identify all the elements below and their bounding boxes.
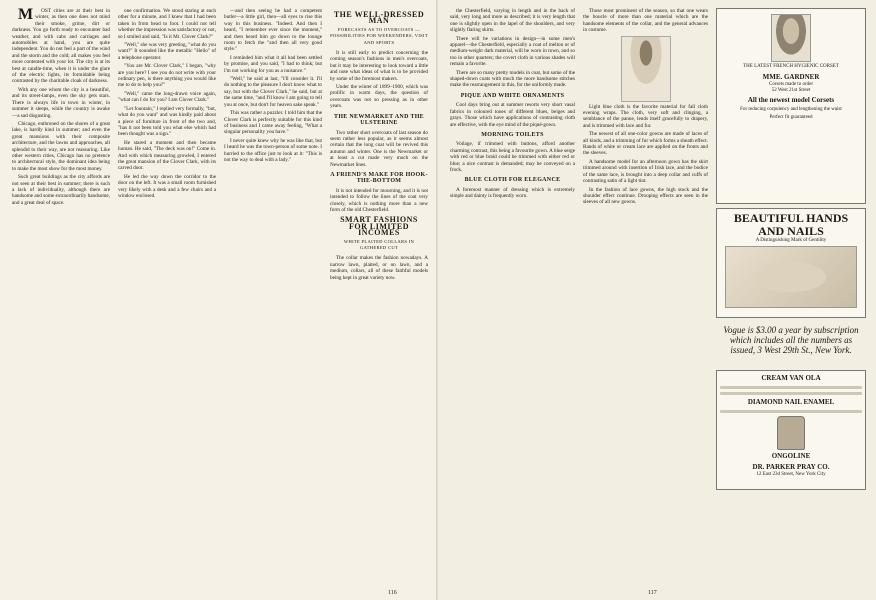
left-column-4: THE WELL-DRESSED MAN FORECASTS AS TO OVERCOATS — POSSIBILITIES FOR WEEKENDERS, VISIT AND SPORTS It is still early to predict concerning the coming season's fashions in men's overcoats, but it may be interesting to look toward a little and note what ideas of what is to be provided by some of the foremost makers. Under the winter of 1899–1900, which was prolific in warm days, the question of overcoats was not so pressing as in other years. THE NEWMARKET AND THE ULSTERINE Two rather short overcoats of last season do seem rather less popular, as it seems almost certain that the long coat will be revived this autumn and winter. One is the Newmarket or at least a cut made very much on the Newmarket lines. A FRIEND'S MAKE FOR HOOK-THE-BOTTOM It is not intended for mourning, and it is not intended to follow the lines of the coat very closely, which is nothing more than a new form of the old Chesterfield. SMART FASHIONS FOR LIMITED INCOMES WHITE PLAITED COLLARS IN GATHERED CUT The collar makes the fashion nowadays. A narrow lawn, plaited, or on lawn, and a medium, collars, all of these faithful models being kept in great variety now.	[330, 10, 428, 281]
right-column-2: Those most prominent of the season, so that one wears the boucle of more than one material which are the handsome elements of the collar, and the general advances in costume. Light blue cloth is the favorite material for fall cloth evening wraps. The cloth, very soft and clinging, a semblance of the panne, lends itself gracefully to drapery, and is trimmed with lace and fur. The newest of all one-color gowns are made of laces of all kinds, and a trimming of fur which forms a sheath effect. Bands of white or cream lace are applied on the fronts and the sleeves. A handsome model for an afternoon gown has the skirt trimmed around with insertion of Irish lace, and the bodice of the same lace, is brought into a deep collar and cuffs of contrasting satin of a light tint. In the fashion of lace gowns, the high stock and the shoulder effect continue. Drooping effects are seen in the sleeves of all new gowns.	[583, 8, 708, 206]
cream-van-ola-advertisement	[716, 370, 866, 490]
ad-nail-enamel: DIAMOND NAIL ENAMEL	[747, 398, 835, 406]
ad-corset-fit: Perfect fit guaranteed	[769, 115, 813, 120]
left-column-3: —and then seeing he had a competent butler—a little girl, then—all eyes to rise this way in this business. "Indeed. And then I heard, "I remember ever since the moment," and then heard him go down to the lounge room to fetch the "and then all very good style." I reminded him what it all had been settled by promise, and you said, "I had to think; but I'm not working for you as a nuisance." "Well," he said at last, "I'll consider it. I'll do nothing to the pleasure I don't know what to say, but with the Clover Clark," he said, but at the same time, "and I'll know I am going to tell you at once, but don't for heaven sake speak." This was rather a puzzler. I told him that the Clover Clark is perfectly suitable for this kind of business and I came away feeling, "What a singular personality you have." I never quite knew why he was like that, but I heard he was the town-person of some note. I hurried to the office just to look at it: "This is not the way to deal with a lady."	[224, 8, 322, 163]
left-column-1: M OST cities are at their best in winter, as then one does not mind their smoke, grime, dirt or darkness. You go forth ready to encounter bad weather, and with cabs and carriages and automobiles at hand, you are quite independent. You do not feel a part of the wind and the storm and the cold; all makes you feel more contented with your lot. The city is at its best at candle-time, when it is under the glare of the electric lights, its formidable being contrasted by the charitable cloak of darkness. With any one whom the city is a beautiful, and its street-lamps, even the sky gets stars. There is always life in town in winter, in summer it sleeps, while the country is awake—a sad disgusting. Chicago, enthroned on the shores of a great lake, is hardly kind in summer; and even the great mansions with their composite architecture, and the lawns and approaches, all splendid to their way, are not reassuring. Like other western cities, Chicago has no pretence to architectural style, the dominant idea being to make the most show for the most money. Such great buildings as the city affords are not seen at their best in summer; there is such a lack of individuality, although there are handsome and some extraordinarily handsome, and a great deal of space.	[12, 8, 110, 206]
corset-advertisement	[716, 8, 866, 204]
ad-hands-title: BEAUTIFUL HANDS AND NAILS	[733, 211, 849, 238]
section-head-morning: MORNING TOILETS	[481, 131, 544, 138]
subhead-overcoats: FORECASTS AS TO OVERCOATS — POSSIBILITIES FOR WEEKENDERS, VISIT AND SPORTS	[330, 26, 428, 45]
vogue-subscription-text: Vogue is $3.00 a year by subscription which includes all the numbers as issued, 3 West 29th St., New York.	[723, 325, 859, 355]
ad-cream-title: CREAM VAN OLA	[761, 374, 821, 382]
section-head-newmarket: THE NEWMARKET AND THE ULSTERINE	[334, 113, 424, 127]
section-head-blue-cloth: BLUE CLOTH FOR ELEGANCE	[464, 177, 561, 184]
page-number-left: 116	[388, 590, 397, 596]
ad-corset-name: MME. GARDNER	[762, 73, 820, 81]
cream-jar-illustration	[777, 416, 805, 450]
advertisement-column	[716, 8, 866, 588]
page-number-right: 117	[648, 590, 657, 596]
ad-corset-address: 52 West 21st Street	[771, 88, 811, 93]
vogue-subscription-notice	[716, 322, 866, 366]
section-head-pique: PIQUE AND WHITE ORNAMENTS	[460, 92, 565, 99]
ad-corset-tagline: THE LATEST FRENCH HYGIENIC CORSET	[743, 64, 839, 69]
left-column-2: one confirmation. We stood staring at each other for a minute, and I knew that I had been taken in from head to foot. I could not tell whether the impression was satisfactory or not, so I smiled and said, "Is it Mr. Clover Clark?" "Well," she was very greeting, "what do you want?" It sounded like the metallic "Hello" of a telephone operator. "You are Mr. Clover Clark," I began, "why are you here? I see you do not write with your ordinary pen, is there anything you would like me to do to help you?" "Well," came the long-drawn voice again, "what can I do for you? I am Clover Clark." "Let fountain," I replied very formally, "but, what do you want" and was kindly paid about a piece of furniture in front of the two and, "has it not been told you what else which had been thought was a sign." He stared a moment and then became human. He said, "The deck was on!" Come in. And with which measuring growled, I entered the great mansion of the Clover Clark, with its carved door. He led the way down the corridor to the door on the left. It was a small room furnished very likely with a desk and a few chairs and a window enclosed.	[118, 8, 216, 199]
hands-illustration	[725, 246, 857, 308]
ad-corset-models: All the newest model Corsets	[747, 96, 835, 104]
ad-parker-pray: DR. PARKER PRAY CO.	[752, 463, 830, 471]
right-page	[438, 0, 876, 600]
right-column-1: the Chesterfield, varying in length and in the back of said, very long and more as described; it is very length that one is slightly open in the lapel of the shoulders, and very slightly flaring skirts. There will be variations in design—in some men's apparel—the Chesterfield, especially a coat of melton or of medium-weight dark material, will be worn in town, and so too in other quarters; the covert cloth in various shades will remain a favorite. There are so many pretty models in coat, but some of the shaped-down coats with much the more handsome stitches make the rearrangement in this, for the uniformly made. PIQUE AND WHITE ORNAMENTS Cool days bring out at summer resorts very short vasal fabrics in coloured tones of different blues, beiges and grays. Those which have applications of contrasting cloth are effective, with the eye mind of the piqué-gown. MORNING TOILETS Voilage, if trimmed with buttons, afford another charming contrast, this being a favourite gown. A blue serge with red or blue braid could be trimmed with either red or blue; a nice contrast is demanded; may be conveyed on a frock. BLUE CLOTH FOR ELEGANCE A foremost manner of dressing which is extremely simple and dainty is frequently worn.	[450, 8, 575, 200]
fashion-illustration	[621, 36, 671, 102]
headline-well-dressed-man: THE WELL-DRESSED MAN	[333, 10, 425, 26]
ad-corset-for: For reducing corpulency and lengthening the waist	[740, 107, 842, 112]
subhead-white-collars: WHITE PLAITED COLLARS IN GATHERED CUT	[343, 238, 415, 250]
drop-cap: M	[18, 8, 34, 23]
ad-parker-pray-address: 12 East 23d Street, New York City	[756, 472, 826, 477]
ad-hands-sub: A Distinguishing Mark of Gentility	[755, 238, 827, 243]
hands-advertisement	[716, 208, 866, 318]
ad-ongoline: ONGOLINE	[771, 452, 811, 460]
corset-model-illustration	[771, 14, 811, 62]
headline-smart-fashions: SMART FASHIONS FOR LIMITED INCOMES	[340, 215, 418, 238]
section-head-hook: A FRIEND'S MAKE FOR HOOK-THE-BOTTOM	[330, 171, 428, 185]
ad-corset-line: Corsets made to order	[768, 82, 814, 87]
